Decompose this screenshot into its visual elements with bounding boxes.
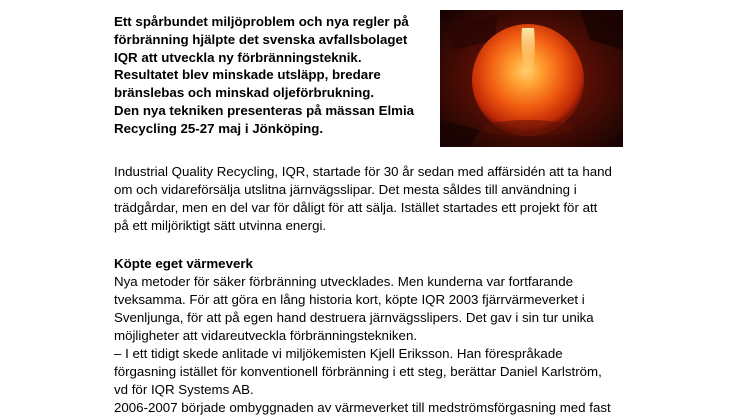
intro-paragraph: [114, 163, 654, 235]
lead-line: Resultatet blev minskade utsläpp, bredare: [114, 67, 381, 83]
body-line: förgasning istället för konventionell förbränning i ett steg, berättar Daniel Karlström,: [114, 364, 602, 379]
body-line: på ett miljöriktigt sätt utvinna energi.: [114, 218, 327, 233]
glowing-fire-image: [440, 10, 623, 147]
body-line: om och vidareförsälja utslitna järnvägsslipar. Det mesta såldes till användning i: [114, 182, 577, 197]
body-line: Svenljunga, för att på egen hand destruera järnvägsslipers. Det gav i sin tur unika: [114, 310, 594, 325]
body-line: vd för IQR Systems AB.: [114, 382, 254, 397]
body-line: tveksamma. För att göra en lång historia kort, köpte IQR 2003 fjärrvärmeverket i: [114, 292, 585, 307]
lead-line: Recycling 25-27 maj i Jönköping.: [114, 120, 324, 136]
body-line: Nya metoder för säker förbränning utvecklades. Men kunderna var fortfarande: [114, 274, 573, 289]
body-line: Industrial Quality Recycling, IQR, startade för 30 år sedan med affärsidén att ta hand: [114, 164, 612, 179]
lead-line: IQR att utveckla ny förbränningsteknik.: [114, 49, 362, 65]
body-line: trädgårdar, men en del var för dåligt för att sälja. Istället startades ett projekt för att: [114, 200, 598, 215]
section-paragraph: [114, 273, 654, 417]
lead-line: Ett spårbundet miljöproblem och nya regler på: [114, 14, 409, 29]
body-line: 2006-2007 började ombyggnaden av värmeverket till medströmsförgasning med fast: [114, 400, 611, 415]
furnace-photo: [440, 10, 623, 147]
lead-line: förbränning hjälpte det svenska avfallsbolaget: [114, 31, 408, 47]
body-line: möjligheter att vidareutveckla förbränningstekniken.: [114, 328, 418, 343]
section-heading: Köpte eget värmeverk: [114, 256, 253, 271]
lead-paragraph: [114, 13, 434, 138]
lead-line: bränslebas och minskad oljeförbrukning.: [114, 85, 375, 101]
lead-line: Den nya tekniken presenteras på mässan Elmia: [114, 102, 415, 118]
body-line: – I ett tidigt skede anlitade vi miljökemisten Kjell Eriksson. Han förespråkade: [114, 346, 563, 361]
